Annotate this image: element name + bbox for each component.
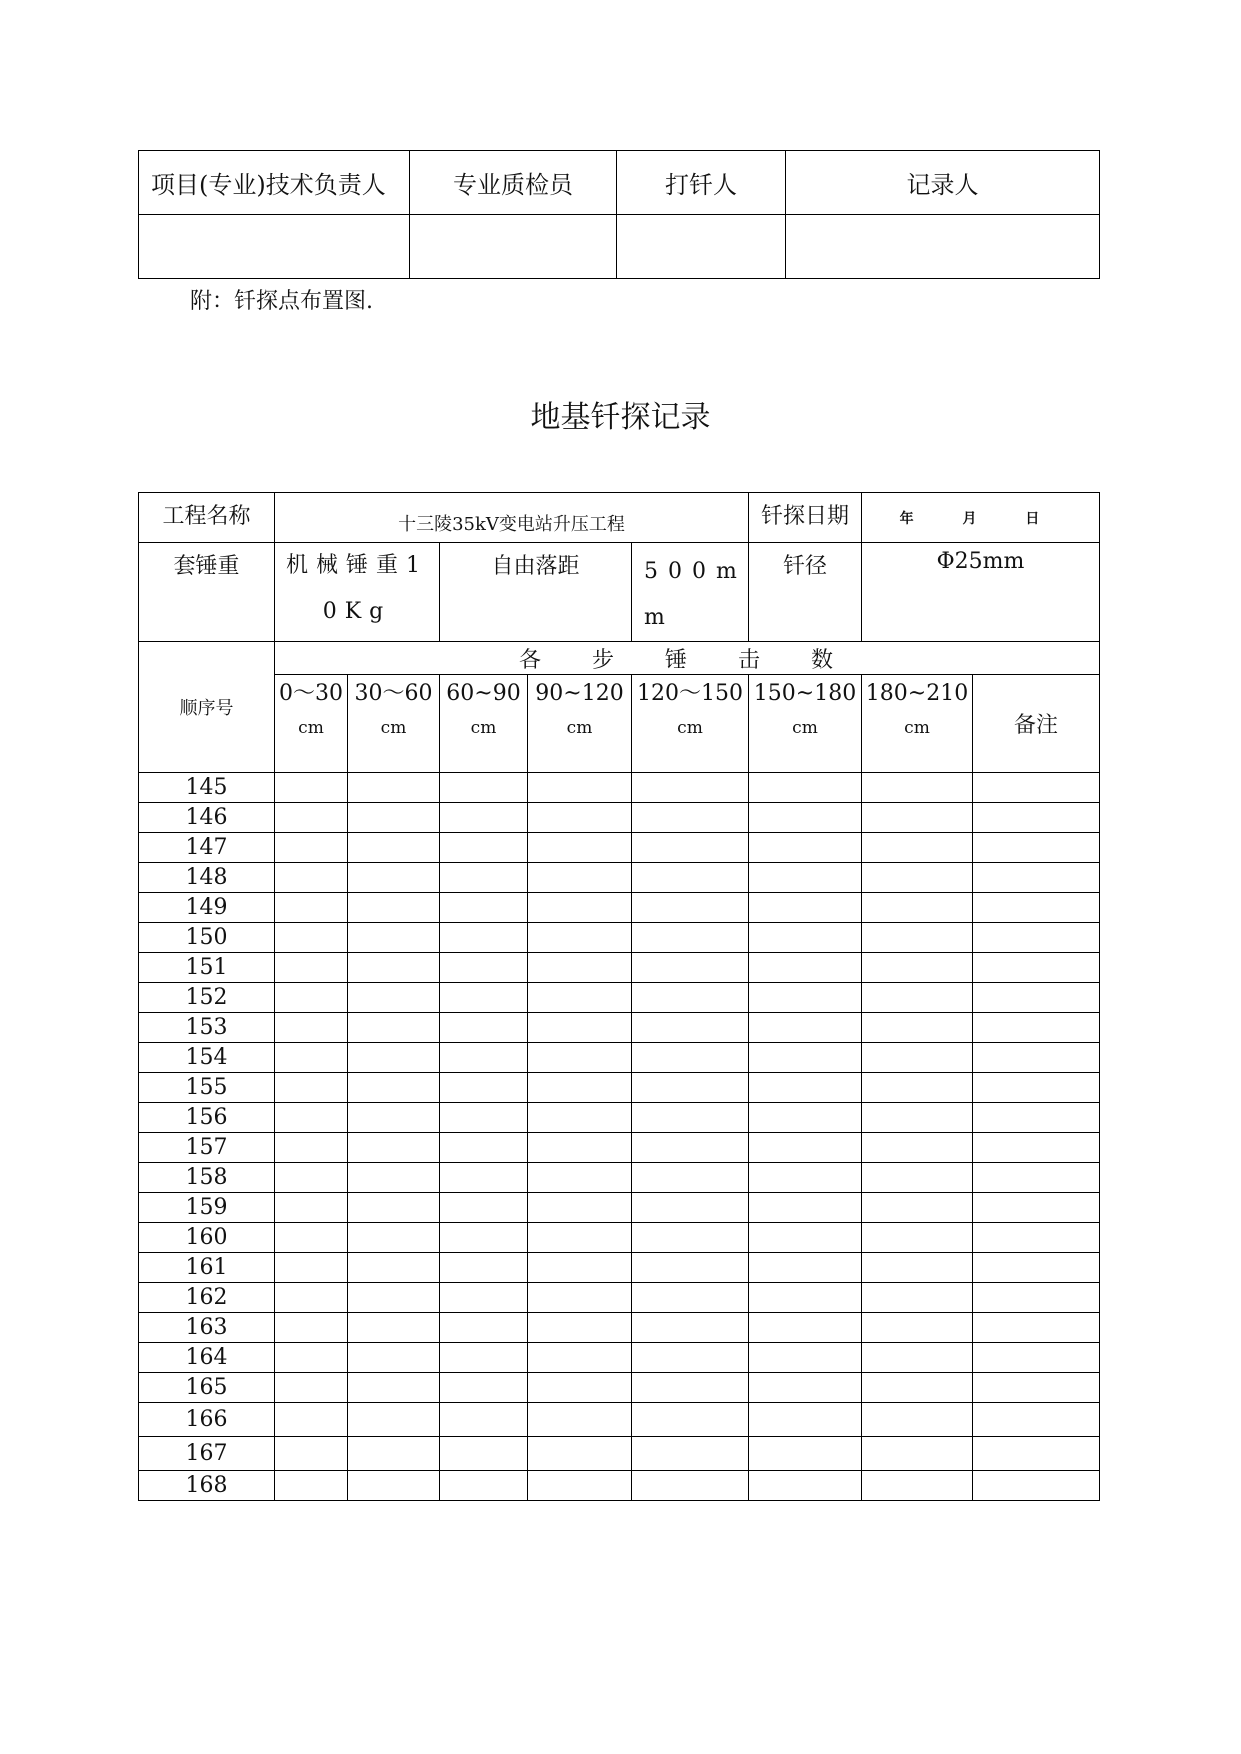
blow-count-cell[interactable] [440,893,528,923]
table-row [139,1437,1100,1471]
blow-count-cell[interactable] [275,833,348,863]
sequence-number-cell: 167 [139,1437,275,1471]
blow-count-cell[interactable] [440,1163,528,1193]
blow-count-cell[interactable] [275,1437,348,1471]
blow-count-cell[interactable] [348,1043,440,1073]
remark-cell[interactable] [973,923,1100,953]
sequence-number-cell: 164 [139,1343,275,1373]
blow-count-cell[interactable] [348,1163,440,1193]
remark-cell[interactable] [973,1313,1100,1343]
blow-count-cell[interactable] [440,1253,528,1283]
blow-count-cell[interactable] [275,773,348,803]
blow-count-cell[interactable] [440,1313,528,1343]
remark-cell[interactable] [973,953,1100,983]
blow-count-cell[interactable] [440,1013,528,1043]
blow-count-cell[interactable] [275,1343,348,1373]
blow-count-cell[interactable] [528,893,632,923]
table-row [139,833,1100,863]
blow-count-cell[interactable] [348,1373,440,1403]
remark-cell[interactable] [973,1073,1100,1103]
sequence-number-cell: 155 [139,1073,275,1103]
blow-count-cell[interactable] [348,1073,440,1103]
blow-count-cell[interactable] [275,923,348,953]
rod-diameter-label: 钎径 [749,543,862,642]
remark-cell[interactable] [973,893,1100,923]
remark-cell[interactable] [973,833,1100,863]
remark-cell[interactable] [973,1103,1100,1133]
blow-count-cell[interactable] [348,1283,440,1313]
remark-cell[interactable] [973,803,1100,833]
tech-lead-label: 项目(专业)技术负责人 [139,151,410,215]
blow-count-cell[interactable] [632,863,749,893]
blow-count-cell[interactable] [749,1437,862,1471]
recorder-label: 记录人 [786,151,1100,215]
table-row [139,1283,1100,1313]
table-row [139,1133,1100,1163]
blow-count-cell[interactable] [348,923,440,953]
blow-count-cell[interactable] [632,893,749,923]
blow-count-cell[interactable] [528,1013,632,1043]
depth-col-180-210: 180~210 cm [862,675,973,773]
blow-count-cell[interactable] [632,1437,749,1471]
blow-count-cell[interactable] [632,1013,749,1043]
blow-count-cell[interactable] [749,1073,862,1103]
blow-count-cell[interactable] [275,1103,348,1133]
blow-count-cell[interactable] [632,1193,749,1223]
blow-count-cell[interactable] [749,1043,862,1073]
blow-count-cell[interactable] [862,1043,973,1073]
blow-count-cell[interactable] [862,1403,973,1437]
blow-count-cell[interactable] [862,983,973,1013]
blow-count-cell[interactable] [749,1253,862,1283]
sequence-number-cell: 148 [139,863,275,893]
blow-count-cell[interactable] [749,863,862,893]
table-row [139,773,1100,803]
blow-count-cell[interactable] [749,1133,862,1163]
blow-count-cell[interactable] [862,1471,973,1501]
table-row [139,923,1100,953]
remark-cell[interactable] [973,1373,1100,1403]
depth-col-120-150: 120～150 cm [632,675,749,773]
table-row [139,1471,1100,1501]
signature-header-row [139,151,1100,215]
blow-count-cell[interactable] [632,1283,749,1313]
blow-count-cell[interactable] [862,1163,973,1193]
sequence-number-cell: 157 [139,1133,275,1163]
remark-cell[interactable] [973,983,1100,1013]
blow-count-cell[interactable] [528,1073,632,1103]
blow-count-cell[interactable] [528,863,632,893]
blow-count-cell[interactable] [528,953,632,983]
table-row [139,1193,1100,1223]
blow-count-cell[interactable] [632,773,749,803]
blow-count-cell[interactable] [275,1373,348,1403]
blow-count-cell[interactable] [275,1471,348,1501]
table-row [139,1223,1100,1253]
sequence-number-cell: 168 [139,1471,275,1501]
blow-count-cell[interactable] [528,1343,632,1373]
blow-count-cell[interactable] [275,893,348,923]
depth-col-90-120: 90~120 cm [528,675,632,773]
quality-inspector-label: 专业质检员 [410,151,617,215]
quality-inspector-signature-cell[interactable] [410,215,617,279]
blow-count-cell[interactable] [862,1373,973,1403]
table-row [139,1253,1100,1283]
blow-count-cell[interactable] [862,1343,973,1373]
blow-count-cell[interactable] [440,953,528,983]
blow-count-cell[interactable] [440,1343,528,1373]
blow-count-cell[interactable] [749,803,862,833]
blow-count-cell[interactable] [348,1313,440,1343]
remark-cell[interactable] [973,773,1100,803]
blow-count-cell[interactable] [275,1073,348,1103]
blows-header-row [139,642,1100,675]
sequence-number-cell: 160 [139,1223,275,1253]
sequence-number-cell: 150 [139,923,275,953]
blow-count-cell[interactable] [528,1193,632,1223]
depth-col-150-180: 150~180 cm [749,675,862,773]
remark-cell[interactable] [973,1343,1100,1373]
tech-lead-signature-cell[interactable] [139,215,410,279]
blow-count-cell[interactable] [632,1073,749,1103]
blow-count-cell[interactable] [440,1283,528,1313]
table-row [139,803,1100,833]
blow-count-cell[interactable] [528,1223,632,1253]
blow-count-cell[interactable] [440,833,528,863]
blow-count-cell[interactable] [749,833,862,863]
blow-count-cell[interactable] [348,1471,440,1501]
blow-count-cell[interactable] [862,1013,973,1043]
table-row [139,893,1100,923]
blow-count-cell[interactable] [528,1437,632,1471]
blow-count-cell[interactable] [632,1253,749,1283]
blow-count-cell[interactable] [862,893,973,923]
remark-cell[interactable] [973,1043,1100,1073]
blow-count-cell[interactable] [528,1313,632,1343]
remark-cell[interactable] [973,1133,1100,1163]
blow-count-cell[interactable] [275,983,348,1013]
hammer-weight-value: 机械锤重10Kg [275,543,440,642]
blow-count-cell[interactable] [528,1403,632,1437]
table-row [139,1403,1100,1437]
blow-count-cell[interactable] [749,953,862,983]
blow-count-cell[interactable] [862,773,973,803]
hammer-weight-label: 套锤重 [139,543,275,642]
table-row [139,1103,1100,1133]
sequence-number-cell: 161 [139,1253,275,1283]
blow-count-cell[interactable] [528,833,632,863]
info-row-1 [139,493,1100,543]
table-row [139,953,1100,983]
project-name-value: 十三陵35kV变电站升压工程 [275,493,749,543]
blow-count-cell[interactable] [749,983,862,1013]
blow-count-cell[interactable] [348,1013,440,1043]
blow-count-cell[interactable] [275,1013,348,1043]
sequence-number-cell: 156 [139,1103,275,1133]
blow-count-cell[interactable] [440,1223,528,1253]
recorder-signature-cell[interactable] [786,215,1100,279]
blow-count-cell[interactable] [440,1471,528,1501]
sequence-number-cell: 146 [139,803,275,833]
blow-count-cell[interactable] [862,1223,973,1253]
remark-label: 备注 [973,675,1100,773]
sequence-number-cell: 153 [139,1013,275,1043]
blow-count-cell[interactable] [632,1223,749,1253]
sequence-number-label: 顺序号 [139,642,275,773]
appendix-note: 附：钎探点布置图. [190,289,373,314]
blow-count-cell[interactable] [632,1133,749,1163]
blow-count-cell[interactable] [275,1133,348,1163]
blow-count-cell[interactable] [348,773,440,803]
project-name-label: 工程名称 [139,493,275,543]
blow-count-cell[interactable] [348,1437,440,1471]
probe-record-table [138,492,1100,1501]
free-fall-value: 500mm [632,543,749,642]
blow-count-cell[interactable] [348,1403,440,1437]
sequence-number-cell: 162 [139,1283,275,1313]
sequence-number-cell: 159 [139,1193,275,1223]
rod-diameter-value: Φ25mm [862,543,1100,642]
sequence-number-cell: 152 [139,983,275,1013]
blow-count-cell[interactable] [632,1343,749,1373]
table-row [139,863,1100,893]
blow-count-cell[interactable] [862,1133,973,1163]
blow-count-cell[interactable] [440,1373,528,1403]
blow-count-cell[interactable] [632,923,749,953]
blow-count-cell[interactable] [440,803,528,833]
table-row [139,1073,1100,1103]
free-fall-label: 自由落距 [440,543,632,642]
blow-count-cell[interactable] [528,983,632,1013]
blow-count-cell[interactable] [862,1193,973,1223]
sequence-number-cell: 145 [139,773,275,803]
sequence-number-cell: 163 [139,1313,275,1343]
blow-count-cell[interactable] [348,833,440,863]
blow-count-cell[interactable] [275,1403,348,1437]
blow-count-cell[interactable] [348,1223,440,1253]
blow-count-cell[interactable] [632,1403,749,1437]
blow-count-cell[interactable] [749,1313,862,1343]
blow-count-cell[interactable] [632,803,749,833]
blow-count-cell[interactable] [348,1103,440,1133]
table-row [139,1313,1100,1343]
remark-cell[interactable] [973,1437,1100,1471]
blow-count-cell[interactable] [862,833,973,863]
blow-count-cell[interactable] [440,983,528,1013]
sequence-number-cell: 158 [139,1163,275,1193]
table-row [139,1043,1100,1073]
blow-count-cell[interactable] [528,1253,632,1283]
blow-count-cell[interactable] [528,1373,632,1403]
blow-count-cell[interactable] [440,1403,528,1437]
blow-count-cell[interactable] [440,1043,528,1073]
blow-count-cell[interactable] [749,1103,862,1133]
remark-cell[interactable] [973,1193,1100,1223]
blow-count-cell[interactable] [632,1103,749,1133]
blow-count-cell[interactable] [275,1193,348,1223]
depth-header-row [139,675,1100,773]
blow-count-cell[interactable] [348,1343,440,1373]
blow-count-cell[interactable] [275,953,348,983]
blow-count-cell[interactable] [440,923,528,953]
blow-count-cell[interactable] [632,1043,749,1073]
info-row-2 [139,543,1100,642]
blow-count-cell[interactable] [749,1373,862,1403]
blow-count-cell[interactable] [348,1253,440,1283]
remark-cell[interactable] [973,863,1100,893]
depth-col-30-60: 30～60 cm [348,675,440,773]
blow-count-cell[interactable] [862,803,973,833]
table-row [139,983,1100,1013]
blow-count-cell[interactable] [749,1471,862,1501]
signature-table [138,150,1100,279]
blow-count-cell[interactable] [632,983,749,1013]
blow-count-cell[interactable] [632,1163,749,1193]
blow-count-cell[interactable] [348,1133,440,1163]
blow-count-cell[interactable] [749,893,862,923]
blow-count-cell[interactable] [749,1013,862,1043]
blow-count-cell[interactable] [440,863,528,893]
blow-count-cell[interactable] [528,773,632,803]
blow-count-cell[interactable] [749,1403,862,1437]
sequence-number-cell: 154 [139,1043,275,1073]
blow-count-cell[interactable] [749,1283,862,1313]
blow-count-cell[interactable] [632,1313,749,1343]
blow-count-cell[interactable] [632,1373,749,1403]
blow-count-cell[interactable] [275,1253,348,1283]
blow-count-cell[interactable] [348,953,440,983]
blow-count-cell[interactable] [440,1133,528,1163]
remark-cell[interactable] [973,1403,1100,1437]
blows-per-step-header: 各 步 锤 击 数 [275,642,1100,675]
sequence-number-cell: 149 [139,893,275,923]
table-row [139,1343,1100,1373]
probe-date-label: 钎探日期 [749,493,862,543]
blow-count-cell[interactable] [275,803,348,833]
remark-cell[interactable] [973,1223,1100,1253]
blow-count-cell[interactable] [440,1437,528,1471]
blow-count-cell[interactable] [275,1163,348,1193]
blow-count-cell[interactable] [528,1163,632,1193]
blow-count-cell[interactable] [632,1471,749,1501]
blow-count-cell[interactable] [749,1193,862,1223]
blow-count-cell[interactable] [348,893,440,923]
blow-count-cell[interactable] [749,773,862,803]
table-row [139,1373,1100,1403]
sequence-number-cell: 147 [139,833,275,863]
page-title: 地基钎探记录 [530,400,711,435]
blow-count-cell[interactable] [632,833,749,863]
blow-count-cell[interactable] [528,1043,632,1073]
blow-count-cell[interactable] [862,1073,973,1103]
blow-count-cell[interactable] [528,803,632,833]
blow-count-cell[interactable] [749,923,862,953]
blow-count-cell[interactable] [749,1223,862,1253]
signature-value-row [139,215,1100,279]
depth-col-60-90: 60~90 cm [440,675,528,773]
table-row [139,1013,1100,1043]
blow-count-cell[interactable] [862,1437,973,1471]
blow-count-cell[interactable] [275,1223,348,1253]
table-row [139,1163,1100,1193]
blow-count-cell[interactable] [528,1283,632,1313]
blow-count-cell[interactable] [862,923,973,953]
blow-count-cell[interactable] [862,1313,973,1343]
blow-count-cell[interactable] [275,863,348,893]
blow-count-cell[interactable] [528,1471,632,1501]
blow-count-cell[interactable] [348,863,440,893]
blow-count-cell[interactable] [275,1043,348,1073]
blow-count-cell[interactable] [275,1283,348,1313]
remark-cell[interactable] [973,1471,1100,1501]
blow-count-cell[interactable] [528,923,632,953]
sequence-number-cell: 151 [139,953,275,983]
blow-count-cell[interactable] [632,953,749,983]
driller-label: 打钎人 [617,151,786,215]
sequence-number-cell: 166 [139,1403,275,1437]
blow-count-cell[interactable] [440,1073,528,1103]
blow-count-cell[interactable] [862,953,973,983]
remark-cell[interactable] [973,1283,1100,1313]
depth-col-0-30: 0～30 cm [275,675,348,773]
blow-count-cell[interactable] [348,1193,440,1223]
probe-date-value: 年 月 日 [862,493,1100,543]
remark-cell[interactable] [973,1163,1100,1193]
remark-cell[interactable] [973,1013,1100,1043]
blow-count-cell[interactable] [440,773,528,803]
data-rows [139,773,1100,1501]
remark-cell[interactable] [973,1253,1100,1283]
blow-count-cell[interactable] [348,803,440,833]
blow-count-cell[interactable] [528,1133,632,1163]
sequence-number-cell: 165 [139,1373,275,1403]
blow-count-cell[interactable] [440,1103,528,1133]
blow-count-cell[interactable] [862,1103,973,1133]
blow-count-cell[interactable] [348,983,440,1013]
blow-count-cell[interactable] [862,1253,973,1283]
blow-count-cell[interactable] [749,1343,862,1373]
blow-count-cell[interactable] [862,863,973,893]
blow-count-cell[interactable] [528,1103,632,1133]
driller-signature-cell[interactable] [617,215,786,279]
blow-count-cell[interactable] [440,1193,528,1223]
blow-count-cell[interactable] [749,1163,862,1193]
blow-count-cell[interactable] [862,1283,973,1313]
blow-count-cell[interactable] [275,1313,348,1343]
